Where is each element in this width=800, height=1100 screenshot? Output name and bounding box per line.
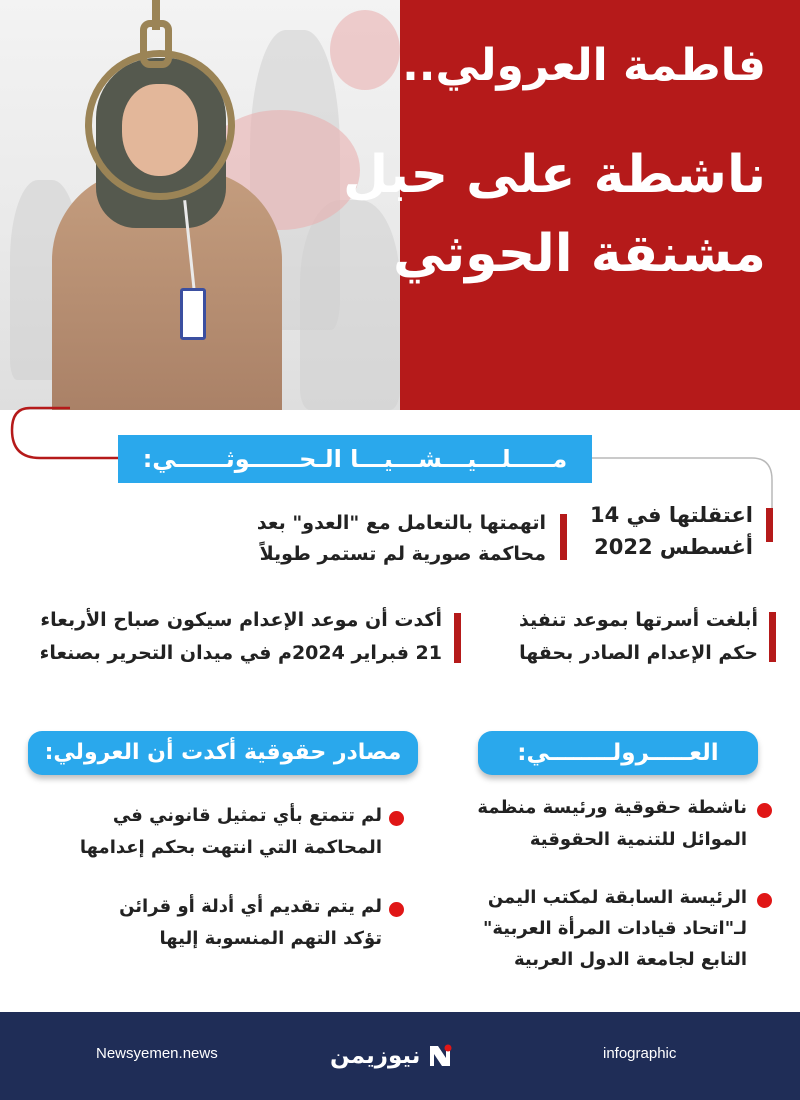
- militia-item-1-line-2: أغسطس 2022: [594, 535, 753, 559]
- militia-heading-text: مـــــلـــيـــشـــيـــا الـحــــــوثــــــي:: [142, 445, 568, 473]
- arouli-item-2-line-3: التابع لجامعة الدول العربية: [513, 949, 747, 970]
- militia-item-1-line-1: اعتقلتها في 14: [590, 503, 753, 527]
- militia-item-4-line-2: 21 فبراير 2024م في ميدان التحرير بصنعاء: [39, 642, 442, 664]
- footer-site-url[interactable]: Newsyemen.news: [96, 1045, 218, 1062]
- militia-item-4-line-1: أكدت أن موعد الإعدام سيكون صباح الأربعاء: [40, 609, 442, 631]
- sources-heading: [28, 731, 418, 775]
- footer-logo[interactable]: [330, 1034, 454, 1078]
- page-title-line-3: مشنقة الحوثي: [393, 224, 766, 284]
- red-bullet-bar: [766, 508, 773, 542]
- red-bullet-bar: [769, 612, 776, 662]
- sources-item-2-line-1: لم يتم تقديم أي أدلة أو قرائن: [119, 896, 382, 917]
- id-badge: [180, 288, 206, 340]
- background-figure: [300, 200, 400, 410]
- arouli-heading-text: العـــــرولــــــــي:: [517, 740, 719, 766]
- logo-n-icon: [426, 1042, 454, 1070]
- noose-loop-icon: [85, 50, 235, 200]
- red-bullet-dot: [757, 803, 772, 818]
- militia-item-2-line-1: اتهمتها بالتعامل مع "العدو" بعد: [256, 512, 546, 534]
- arouli-heading: [478, 731, 758, 775]
- sources-item-1-line-2: المحاكمة التي انتهت بحكم إعدامها: [79, 837, 382, 858]
- sources-item-1-line-1: لم تتمتع بأي تمثيل قانوني في: [112, 805, 382, 826]
- arouli-item-1-line-2: الموائل للتنمية الحقوقية: [529, 829, 747, 850]
- title-panel: [342, 0, 800, 410]
- footer-infographic-label: infographic: [603, 1045, 677, 1062]
- arouli-item-1-line-1: ناشطة حقوقية ورئيسة منظمة: [477, 797, 747, 818]
- militia-item-2-line-2: محاكمة صورية لم تستمر طويلاً: [259, 543, 546, 565]
- red-bullet-dot: [389, 902, 404, 917]
- red-connector-line: [12, 408, 118, 458]
- red-bullet-dot: [757, 893, 772, 908]
- sources-heading-text: مصادر حقوقية أكدت أن العرولي:: [44, 740, 402, 765]
- arouli-item-2-line-1: الرئيسة السابقة لمكتب اليمن: [487, 887, 747, 908]
- page-title-line-2: ناشطة على حبل: [342, 145, 766, 205]
- arouli-item-2-line-2: لـ"اتحاد قيادات المرأة العربية": [482, 918, 747, 939]
- logo-text: نيوزيمن: [330, 1043, 421, 1069]
- militia-item-3-line-2: حكم الإعدام الصادر بحقها: [519, 642, 758, 664]
- militia-heading: [118, 435, 592, 483]
- red-bullet-bar: [560, 514, 567, 560]
- red-bullet-bar: [454, 613, 461, 663]
- background-red-splash: [330, 10, 400, 90]
- militia-item-3-line-1: أبلغت أسرتها بموعد تنفيذ: [519, 609, 758, 631]
- header-photo: [0, 0, 400, 410]
- footer: [0, 1012, 800, 1100]
- page-title-line-1: فاطمة العرولي..: [402, 40, 766, 91]
- sources-item-2-line-2: تؤكد التهم المنسوبة إليها: [159, 928, 382, 949]
- red-bullet-dot: [389, 811, 404, 826]
